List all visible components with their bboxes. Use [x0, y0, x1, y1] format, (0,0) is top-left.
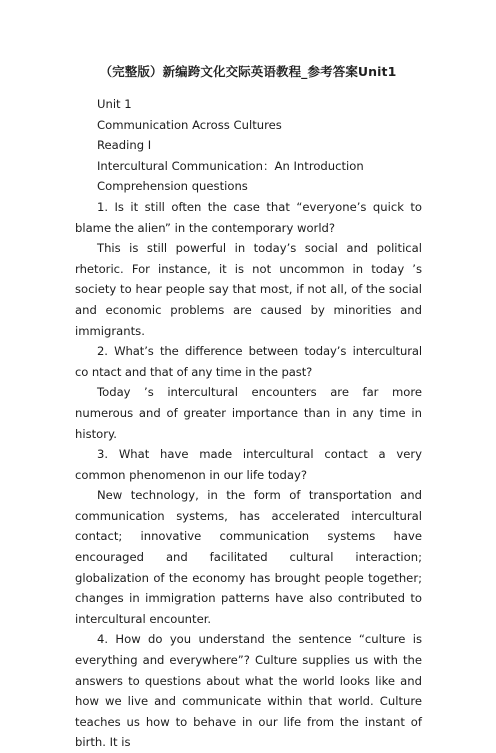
answer-3: New technology, in the form of transportation and communication systems, has accelerated intercultural contact; innovative communication systems have encouraged and facilitated cultural interaction; globalization of the economy has brought people together; changes in immigration patterns have also contributed to intercultural encounter.	[75, 488, 422, 626]
question-1: 1. Is it still often the case that “everyone’s quick to blame the alien” in the contemporary world?	[75, 199, 422, 235]
answer-1: This is still powerful in today’s social and political rhetoric. For instance, it is not uncommon in today ’s society to hear people say that most, if not all, of the social and economic problems are caused by minorities and immigrants.	[75, 241, 422, 338]
question-2: 2. What’s the difference between today’s intercultural co ntact and that of any time in the past?	[75, 344, 422, 379]
unit-heading: Unit 1	[97, 97, 132, 111]
answer-2: Today ’s intercultural encounters are far more numerous and of greater importance than in any time in history.	[75, 385, 422, 441]
question-4: 4. How do you understand the sentence “culture is everything and everywhere”? Culture supplies us with the answers to questions about what the world looks like and how we live and communicate within that world. Culture teaches us how to behave in our life from the instant of birth. It is	[75, 632, 422, 750]
document-title: （完整版）新编跨文化交际英语教程_参考答案Unit1	[99, 64, 397, 79]
unit-title: Communication Across Cultures	[97, 117, 282, 132]
reading-title: Intercultural Communication：An Introduction	[97, 158, 364, 173]
question-3: 3. What have made intercultural contact a very common phenomenon in our life today?	[75, 447, 422, 482]
document-body	[75, 94, 422, 753]
reading-label: Reading I	[97, 138, 152, 153]
section-heading: Comprehension questions	[97, 179, 248, 194]
